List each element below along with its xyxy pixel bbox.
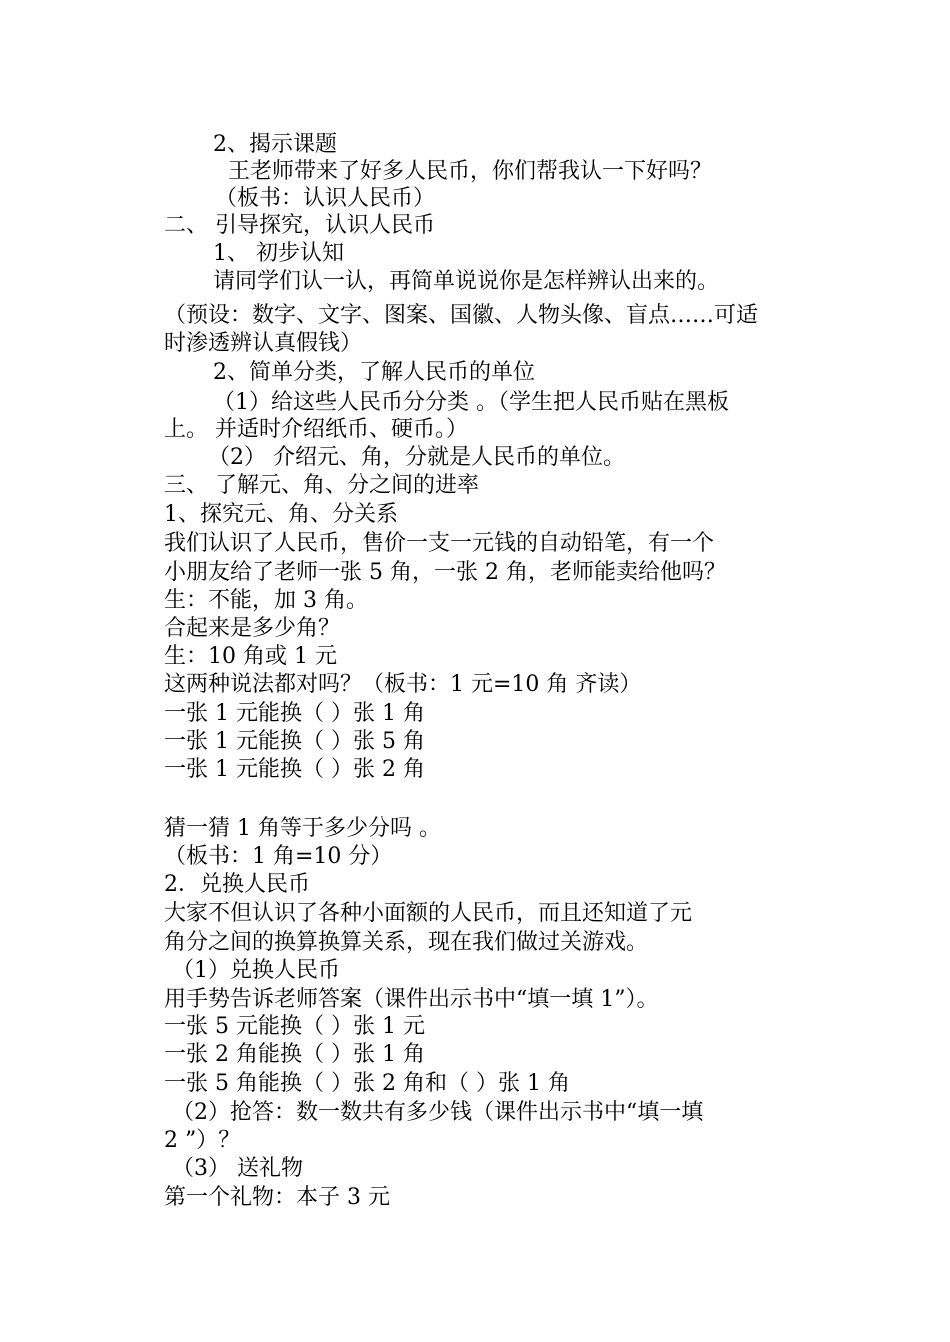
text-line: 生：10 角或 1 元	[164, 644, 337, 669]
exercise-line: 一张 1 元能换（ ）张 1 角	[164, 701, 425, 726]
text-line: 2、揭示课题	[213, 132, 337, 157]
text-line: 角分之间的换算换算关系，现在我们做过关游戏。	[164, 930, 649, 955]
section-heading: 三、 了解元、角、分之间的进率	[164, 473, 479, 498]
text-line: （板书：认识人民币）	[215, 186, 436, 211]
text-line: 合起来是多少角？	[164, 616, 341, 641]
text-line: 请同学们认一认，再简单说说你是怎样辨认出来的。	[213, 269, 720, 294]
text-line: 王老师带来了好多人民币，你们帮我认一下好吗？	[228, 159, 713, 184]
text-line: 生：不能，加 3 角。	[164, 588, 368, 613]
text-line: 这两种说法都对吗？（板书：1 元=10 角 齐读）	[164, 672, 642, 697]
text-line: （2）抢答：数一数共有多少钱（课件出示书中“填一填	[172, 1100, 704, 1125]
text-line: 2 ”）？	[164, 1128, 241, 1153]
exercise-line: 一张 2 角能换（ ）张 1 角	[164, 1042, 425, 1067]
text-line: 小朋友给了老师一张 5 角，一张 2 角，老师能卖给他吗？	[164, 560, 726, 585]
exercise-line: 一张 1 元能换（ ）张 5 角	[164, 729, 425, 754]
exercise-line: 一张 1 元能换（ ）张 2 角	[164, 757, 425, 782]
text-line: 时渗透辨认真假钱）	[164, 331, 363, 356]
text-line: 我们认识了人民币，售价一支一元钱的自动铅笔，有一个	[164, 531, 715, 556]
text-line: （板书：1 角=10 分）	[164, 844, 393, 869]
subsection-heading: 1、 初步认知	[213, 241, 344, 266]
subsection-heading: 2、简单分类，了解人民币的单位	[213, 360, 535, 385]
text-line: 猜一猜 1 角等于多少分吗 。	[164, 816, 441, 841]
text-line: 第一个礼物：本子 3 元	[164, 1185, 390, 1210]
text-line: 上。 并适时介绍纸币、硬币。）	[164, 417, 468, 442]
text-line: （1）给这些人民币分分类 。（学生把人民币贴在黑板	[213, 390, 729, 415]
text-line: 用手势告诉老师答案（课件出示书中“填一填 1”）。	[164, 987, 659, 1012]
section-heading: 二、 引导探究，认识人民币	[164, 213, 435, 238]
text-line: （预设：数字、文字、图案、国徽、人物头像、盲点……可适	[164, 303, 759, 328]
text-line: （2） 介绍元、角，分就是人民币的单位。	[208, 445, 625, 470]
exercise-line: 一张 5 角能换（ ）张 2 角和（ ）张 1 角	[164, 1071, 570, 1096]
subsection-heading: 1、探究元、角、分关系	[164, 502, 398, 527]
subsection-heading: 2．兑换人民币	[164, 872, 310, 897]
text-line: 大家不但认识了各种小面额的人民币，而且还知道了元	[164, 901, 693, 926]
text-line: （3） 送礼物	[172, 1156, 303, 1181]
exercise-line: 一张 5 元能换（ ）张 1 元	[164, 1014, 425, 1039]
text-line: （1）兑换人民币	[172, 958, 340, 983]
